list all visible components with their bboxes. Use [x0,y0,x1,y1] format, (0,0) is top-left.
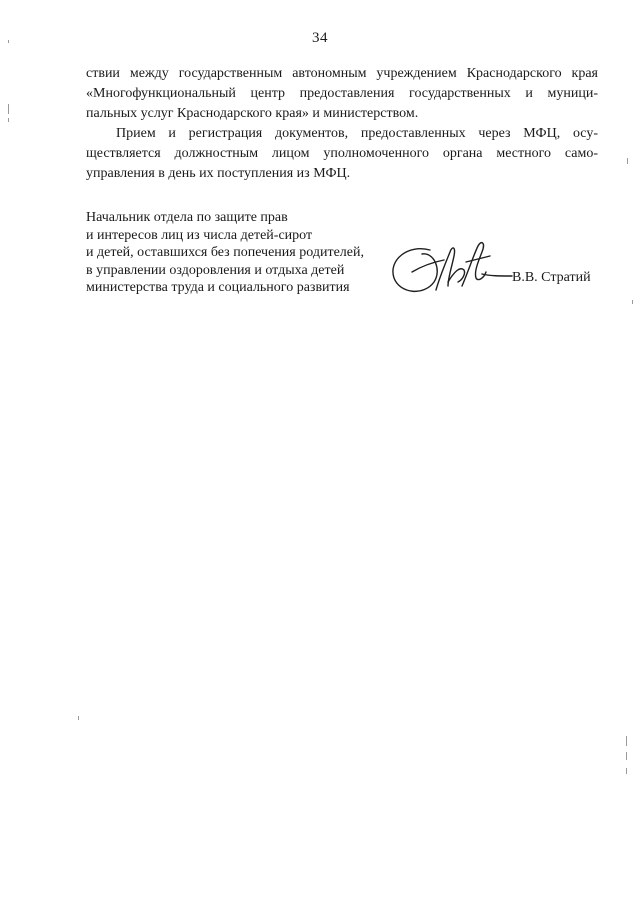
scan-edge-mark [8,40,9,43]
signer-name: В.В. Стратий [512,270,591,285]
scan-edge-mark [627,158,628,164]
signatory-title-line: в управлении оздоровления и отдыха детей [86,262,345,278]
paragraph-2 [86,124,598,184]
scan-edge-mark [626,736,627,746]
page-number: 34 [312,30,328,46]
signatory-title-line: и детей, оставшихся без попечения родителей, [86,245,364,260]
scan-edge-mark [626,768,627,774]
paragraph-2-line: ществляется должностным лицом уполномоченного органа местного само- [86,146,598,161]
handwritten-signature [378,232,518,302]
signatory-title [86,209,364,297]
paragraph-1 [86,64,598,124]
signatory-title-line: Начальник отдела по защите прав [86,210,288,225]
paragraph-1-line: ствии между государственным автономным учреждением Краснодарского края [86,66,598,81]
scan-edge-mark [626,752,627,760]
scan-edge-mark [78,716,79,720]
signatory-title-line: и интересов лиц из числа детей-сирот [86,227,313,243]
signatory-title-line: министерства труда и социального развития [86,280,350,295]
scan-edge-mark [8,118,9,122]
scan-edge-mark [632,300,633,304]
paragraph-1-line: пальных услуг Краснодарского края» и министерством. [86,106,419,121]
paragraph-2-line: управления в день их поступления из МФЦ. [86,166,351,181]
paragraph-2-line: Прием и регистрация документов, предоставленных через МФЦ, осу- [116,126,598,141]
paragraph-1-line: «Многофункциональный центр предоставления государственных и муници- [86,86,598,101]
scan-edge-mark [8,104,9,114]
